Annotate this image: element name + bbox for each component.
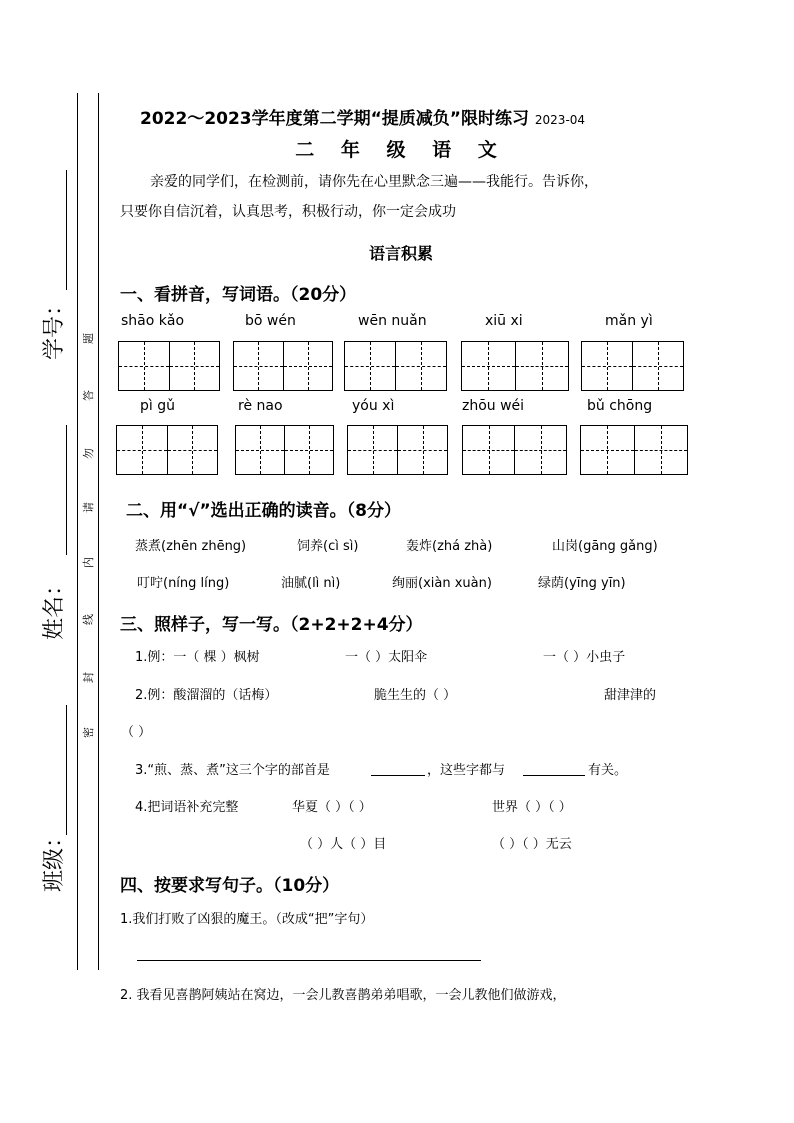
q2-blank-b-label: 甜津津的 (604, 688, 657, 703)
seal-char: 勿 (82, 448, 95, 459)
q1-example: 1.例：一（ 棵 ）枫树 (135, 650, 260, 665)
seal-char: 内 (82, 557, 95, 568)
seal-char: 封 (82, 672, 95, 683)
writing-grid[interactable] (118, 341, 220, 391)
q1-blank-a[interactable]: 一（ ）太阳伞 (345, 650, 428, 665)
q2-blank-b[interactable]: （ ） (121, 725, 152, 740)
intro-line-1: 亲爱的同学们，在检测前，请你先在心里默念三遍——我能行。告诉你， (150, 174, 598, 190)
seal-char: 线 (82, 614, 95, 625)
pinyin-10: bǔ chōng (587, 398, 653, 414)
pinyin-7: rè nao (238, 398, 283, 414)
q2-example: 2.例：酸溜溜的（话梅） (135, 688, 278, 703)
q3-text-a: 3.“煎、蒸、煮”这三个字的部首是 (135, 763, 330, 778)
margin-line-left (77, 93, 78, 970)
margin-line-right (98, 93, 99, 970)
q3-text-b: ，这些字都与 (427, 763, 506, 778)
pinyin-3: wēn nuǎn (358, 313, 427, 329)
subject-title: 二 年 级 语 文 (295, 139, 507, 161)
q3-blank-2[interactable] (523, 775, 585, 776)
writing-grid[interactable] (344, 341, 447, 391)
pinyin-1: shāo kǎo (121, 313, 185, 329)
writing-grid[interactable] (462, 425, 567, 475)
seal-char: 答 (82, 390, 95, 401)
q4-blank-c[interactable]: （ ）人（ ）目 (300, 837, 387, 852)
s4-q2: 2. 我看见喜鹊阿姨站在窝边，一会儿教喜鹊弟弟唱歌，一会儿教他们做游戏， (120, 988, 566, 1003)
reading-item[interactable]: 油腻(lì nì) (281, 576, 341, 591)
q4-blank-d[interactable]: （ ）（ ）无云 (492, 837, 572, 852)
writing-grid[interactable] (233, 341, 333, 391)
q4-blank-a[interactable]: 华夏（ ）（ ） (292, 800, 372, 815)
writing-grid[interactable] (116, 425, 218, 475)
q1-blank-b[interactable]: 一（ ）小虫子 (543, 650, 626, 665)
pinyin-5: mǎn yì (605, 313, 653, 329)
reading-item[interactable]: 绿荫(yīng yīn) (538, 576, 626, 591)
class-label: 班级： (42, 825, 67, 892)
reading-item[interactable]: 蒸煮(zhēn zhēng) (135, 539, 247, 554)
exam-date: 2023-04 (534, 113, 586, 127)
writing-grid[interactable] (347, 425, 448, 475)
reading-item[interactable]: 饲养(cì sì) (297, 539, 359, 554)
pinyin-8: yóu xì (352, 398, 395, 414)
section-4-title: 四、按要求写句子。（10分） (120, 876, 340, 896)
seal-char: 请 (82, 502, 95, 513)
section-3-title: 三、照样子，写一写。（2+2+2+4分） (120, 615, 423, 635)
q2-blank-a[interactable]: 脆生生的（ ） (374, 688, 457, 703)
reading-item[interactable]: 绚丽(xiàn xuàn) (392, 576, 492, 591)
q4-blank-b[interactable]: 世界（ ）（ ） (492, 800, 572, 815)
reading-item[interactable]: 叮咛(níng líng) (137, 576, 230, 591)
name-underline (66, 425, 67, 555)
section-1-title: 一、看拼音，写词语。（20分） (120, 285, 357, 305)
name-label: 姓名： (42, 573, 67, 640)
pinyin-2: bō wén (245, 313, 296, 329)
writing-grid[interactable] (235, 425, 334, 475)
student-no-underline (66, 170, 67, 290)
pinyin-9: zhōu wéi (462, 398, 525, 414)
reading-item[interactable]: 山岗(gāng gǎng) (552, 539, 658, 554)
writing-grid[interactable] (580, 425, 688, 475)
intro-line-2: 只要你自信沉着，认真思考，积极行动，你一定会成功 (120, 204, 456, 220)
seal-char: 密 (82, 727, 95, 738)
q4-label: 4.把词语补充完整 (135, 800, 239, 815)
s4-q1-answer-line[interactable] (137, 960, 481, 961)
s4-q1: 1.我们打败了凶狠的魔王。（改成“把”字句） (120, 912, 374, 927)
section-2-title: 二、用“√”选出正确的读音。（8分） (126, 501, 402, 521)
reading-item[interactable]: 轰炸(zhá zhà) (406, 539, 493, 554)
pinyin-6: pì gǔ (140, 398, 175, 414)
part-title: 语言积累 (368, 244, 433, 263)
writing-grid[interactable] (461, 341, 569, 391)
writing-grid[interactable] (581, 341, 684, 391)
page-title: 2022～2023学年度第二学期“提质减负”限时练习 2023-04 (140, 109, 586, 129)
q3-text-c: 有关。 (588, 763, 628, 778)
student-no-label: 学号： (42, 293, 67, 360)
pinyin-4: xiū xi (485, 313, 523, 329)
q3-blank-1[interactable] (371, 775, 425, 776)
seal-char: 题 (82, 333, 95, 344)
